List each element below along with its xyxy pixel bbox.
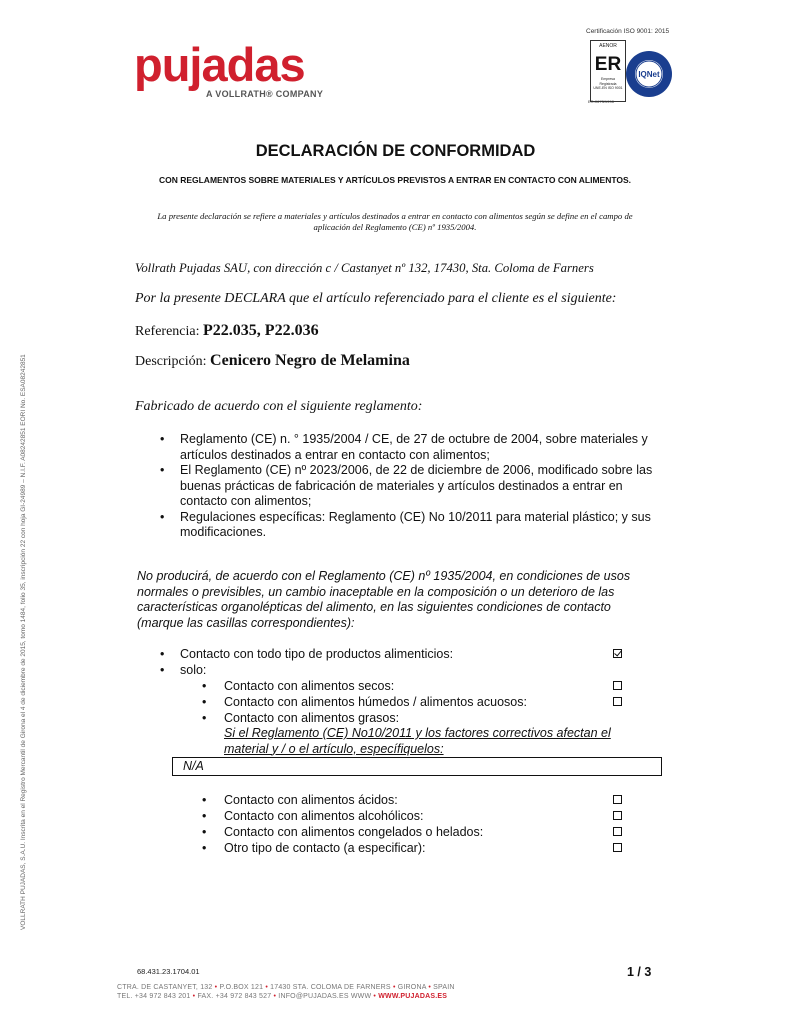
iso-certification-label: Certificación ISO 9001: 2015 xyxy=(586,28,670,35)
list-item xyxy=(160,840,630,856)
list-item xyxy=(160,824,630,840)
page-subtitle: CON REGLAMENTOS SOBRE MATERIALES Y ARTÍCULOS PREVISTOS A ENTRAR EN CONTACTO CON ALIMENTOS. xyxy=(158,175,632,185)
bullet-icon: • xyxy=(202,809,207,823)
contact-all-label: Contacto con todo tipo de productos alimenticios: xyxy=(180,647,454,661)
descripcion-line xyxy=(135,352,410,370)
contact-secos-label: Contacto con alimentos secos: xyxy=(224,679,395,693)
declara-line: Por la presente DECLARA que el artículo referenciado para el cliente es el siguiente: xyxy=(135,291,617,306)
specification-field[interactable] xyxy=(172,757,662,776)
contact-otro-label: Otro tipo de contacto (a especificar): xyxy=(224,841,426,855)
contact-otro-checkbox[interactable] xyxy=(613,843,622,852)
aenor-er-icon xyxy=(595,52,621,74)
contact-grasos-label: Contacto con alimentos grasos: xyxy=(224,711,400,725)
contact-secos-checkbox[interactable] xyxy=(613,681,622,690)
contact-alcoholicos-label: Contacto con alimentos alcohólicos: xyxy=(224,809,424,823)
bullet-icon: • xyxy=(160,663,165,677)
pujadas-logo: pujadas xyxy=(134,38,305,91)
company-line: Vollrath Pujadas SAU, con dirección c / Castanyet nº 132, 17430, Sta. Coloma de Farners xyxy=(135,261,594,275)
bullet-icon: • xyxy=(202,793,207,807)
solo-label: solo: xyxy=(180,663,207,677)
list-item xyxy=(160,694,630,710)
website-link[interactable]: WWW.PUJADAS.ES xyxy=(378,993,448,1000)
referencia-value: P22.035, P22.036 xyxy=(203,322,319,339)
page-title: DECLARACIÓN DE CONFORMIDAD xyxy=(255,142,536,160)
aenor-lines: Empresa Registrada UNE-EN ISO 9001 xyxy=(593,77,623,90)
list-item: • Reglamento (CE) n. ° 1935/2004 / CE, de 27 de octubre de 2004, sobre materiales y artículos destinados a entrar en contacto con alimentos; xyxy=(160,432,648,462)
bullet-icon: • xyxy=(160,509,165,524)
bullet-icon: • xyxy=(202,841,207,855)
contact-conditions-list xyxy=(160,646,630,726)
side-legal-text: VOLLRATH PUJADAS, S.A.U. Inscrita en el Registro Mercantil de Girona el 4 de diciembre de 2015, tomo 1484, folio 35, inscripción 22 con hoja GI-24989 – N.I.F. A08242851 EORI No. ESA08242851 xyxy=(20,354,27,930)
svg-text:ER: ER xyxy=(595,54,621,74)
list-item xyxy=(160,678,630,694)
contact-acidos-checkbox[interactable] xyxy=(613,795,622,804)
referencia-label: Referencia: xyxy=(135,324,200,339)
footer-contact: TEL. +34 972 843 201 • FAX. +34 972 843 527 • INFO@PUJADAS.ES WWW • WWW.PUJADAS.ES xyxy=(117,993,448,1000)
list-item xyxy=(160,662,630,678)
no-producira-text: No producirá, de acuerdo con el Reglamento (CE) nº 1935/2004, en condiciones de usos normales o previsibles, un cambio inaceptable en la composición o un deterioro de las características organolépticas del alimento, en las siguientes condiciones de contacto (marque las casillas correspondientes): xyxy=(137,569,631,630)
contact-acidos-label: Contacto con alimentos ácidos: xyxy=(224,793,398,807)
bullet-icon: • xyxy=(160,463,165,477)
list-item xyxy=(160,710,630,726)
bullet-icon: • xyxy=(202,695,207,709)
list-item xyxy=(160,646,630,662)
bullet-icon: • xyxy=(202,825,207,839)
si-reglamento-text: Si el Reglamento (CE) No10/2011 y los factores correctivos afectan el material y / o el artículo, específiquelos: xyxy=(224,726,611,756)
descripcion-label: Descripción: xyxy=(135,354,207,369)
logo-subtitle: A VOLLRATH® COMPANY xyxy=(206,89,324,99)
descripcion-value: Cenicero Negro de Melamina xyxy=(210,352,410,369)
aenor-number: ER-0673/1998 xyxy=(588,99,614,104)
footer-address: CTRA. DE CASTANYET, 132 • P.O.BOX 121 • 17430 STA. COLOMA DE FARNERS • GIRONA • SPAIN xyxy=(117,984,455,991)
contact-all-checkbox[interactable] xyxy=(613,649,622,658)
bullet-icon: • xyxy=(202,679,207,693)
page-number: 1 / 3 xyxy=(627,965,652,979)
list-item xyxy=(160,792,630,808)
referencia-line xyxy=(135,322,319,340)
bullet-icon: • xyxy=(202,711,207,725)
list-item xyxy=(160,808,630,824)
contact-humedos-checkbox[interactable] xyxy=(613,697,622,706)
iqnet-seal-icon xyxy=(625,50,673,98)
aenor-seal xyxy=(590,40,626,102)
contact-congelados-checkbox[interactable] xyxy=(613,827,622,836)
list-item: • Regulaciones específicas: Reglamento (CE) No 10/2011 para material plástico; y sus modificaciones. xyxy=(160,509,651,539)
contact-conditions-list-2 xyxy=(160,792,630,856)
fabricado-line: Fabricado de acuerdo con el siguiente reglamento: xyxy=(135,399,423,414)
document-number: 68.431.23.1704.01 xyxy=(137,967,200,976)
specification-value: N/A xyxy=(183,759,204,773)
bullet-icon: • xyxy=(160,432,165,446)
contact-alcoholicos-checkbox[interactable] xyxy=(613,811,622,820)
intro-text: La presente declaración se refiere a materiales y artículos destinados a entrar en contacto con alimentos según se define en el campo de aplicación del Reglamento (CE) nº 1935/2004. xyxy=(157,211,633,232)
contact-congelados-label: Contacto con alimentos congelados o helados: xyxy=(224,825,484,839)
bullet-icon: • xyxy=(160,647,165,661)
iqnet-text: IQNet xyxy=(638,70,660,79)
contact-humedos-label: Contacto con alimentos húmedos / alimentos acuosos: xyxy=(224,695,527,709)
aenor-title: AENOR xyxy=(599,43,617,49)
regulations-list xyxy=(160,432,660,541)
list-item: • El Reglamento (CE) nº 2023/2006, de 22 de diciembre de 2006, modificado sobre las buenas prácticas de fabricación de materiales y artículos destinados a entrar en contacto con alimentos; xyxy=(160,463,653,508)
